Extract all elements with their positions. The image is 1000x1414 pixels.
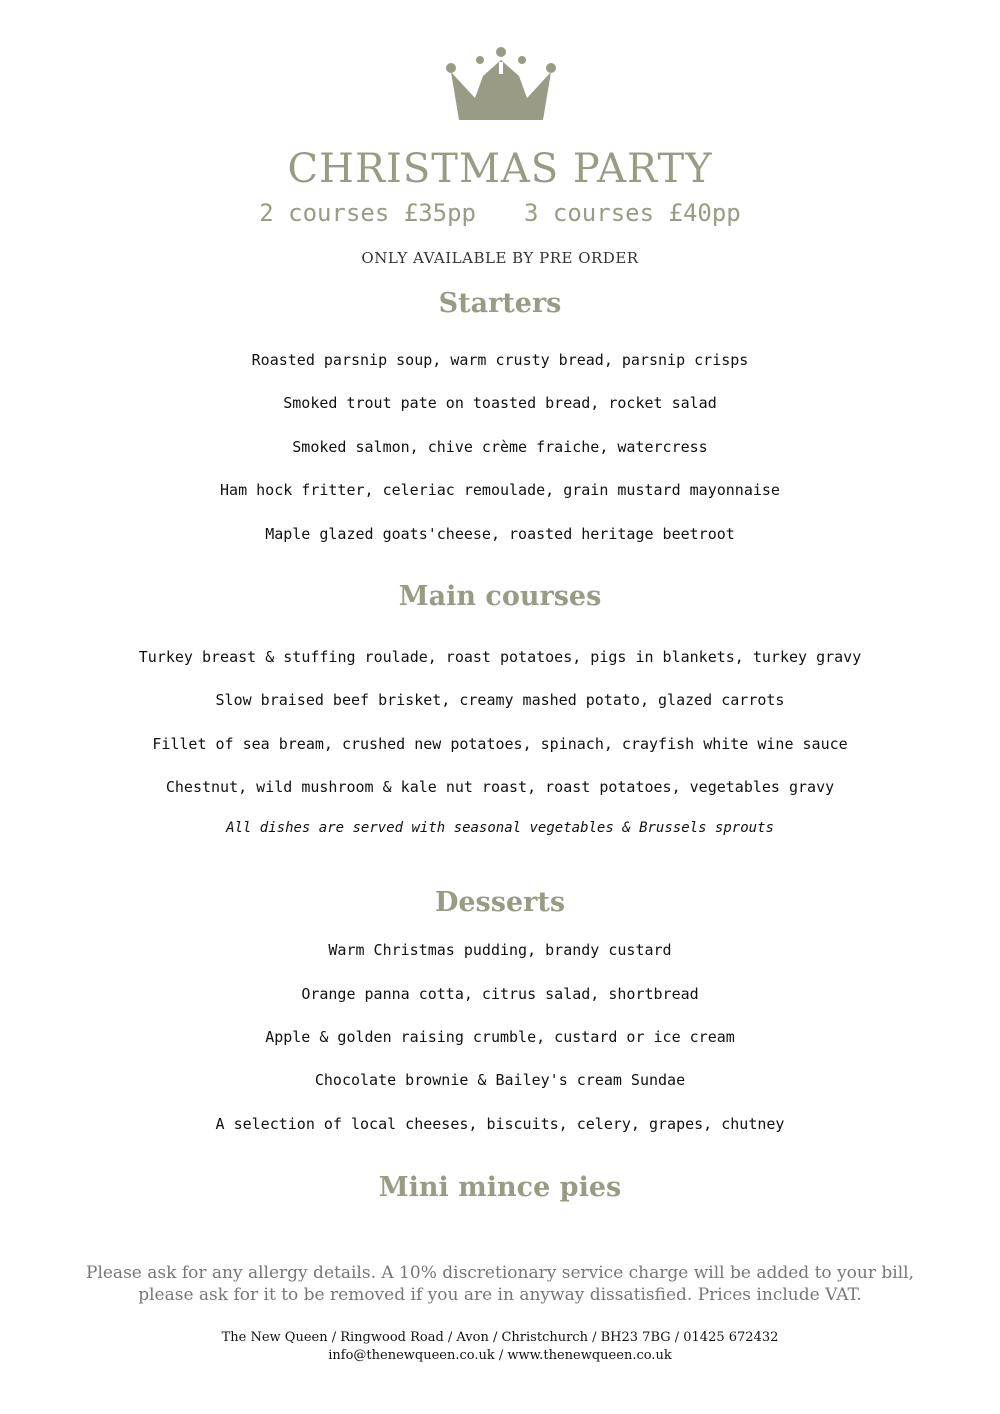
starter-item: Maple glazed goats'cheese, roasted heritage beetroot bbox=[265, 525, 735, 543]
allergy-notice-line-2: please ask for it to be removed if you are in anyway dissatisfied. Prices include VAT. bbox=[138, 1285, 862, 1305]
starter-item: Roasted parsnip soup, warm crusty bread, parsnip crisps bbox=[251, 351, 749, 369]
starter-item: Smoked trout pate on toasted bread, rocket salad bbox=[283, 394, 717, 412]
dessert-item: Apple & golden raising crumble, custard or ice cream bbox=[265, 1028, 735, 1046]
starter-item: Smoked salmon, chive crème fraiche, watercress bbox=[292, 438, 708, 456]
dessert-item: Orange panna cotta, citrus salad, shortbread bbox=[301, 985, 699, 1003]
main-item: Fillet of sea bream, crushed new potatoes, spinach, crayfish white wine sauce bbox=[152, 735, 848, 753]
dessert-item: Warm Christmas pudding, brandy custard bbox=[328, 941, 672, 959]
menu-title: CHRISTMAS PARTY bbox=[287, 146, 713, 192]
desserts-heading: Desserts bbox=[434, 887, 566, 918]
main-item: Turkey breast & stuffing roulade, roast potatoes, pigs in blankets, turkey gravy bbox=[138, 648, 862, 666]
starter-item: Ham hock fritter, celeriac remoulade, grain mustard mayonnaise bbox=[220, 481, 780, 499]
price-line bbox=[0, 199, 1000, 227]
main-item: Chestnut, wild mushroom & kale nut roast, roast potatoes, vegetables gravy bbox=[165, 778, 835, 796]
dessert-item: Chocolate brownie & Bailey's cream Sundae bbox=[314, 1071, 686, 1089]
dessert-item: A selection of local cheeses, biscuits, celery, grapes, chutney bbox=[215, 1115, 785, 1133]
mains-note: All dishes are served with seasonal vegetables & Brussels sprouts bbox=[226, 820, 774, 836]
availability-note: ONLY AVAILABLE BY PRE ORDER bbox=[361, 249, 639, 267]
address-line: The New Queen / Ringwood Road / Avon / Christchurch / BH23 7BG / 01425 672432 bbox=[221, 1330, 779, 1345]
mains-heading: Main courses bbox=[398, 581, 602, 612]
main-item: Slow braised beef brisket, creamy mashed potato, glazed carrots bbox=[215, 691, 785, 709]
price-two-courses: 2 courses £35pp bbox=[259, 199, 476, 227]
contact-line: info@thenewqueen.co.uk / www.thenewqueen.co.uk bbox=[328, 1348, 672, 1363]
mince-pies-heading: Mini mince pies bbox=[378, 1172, 622, 1203]
starters-heading: Starters bbox=[438, 288, 562, 319]
allergy-notice-line-1: Please ask for any allergy details. A 10% discretionary service charge will be added to your bill, bbox=[86, 1263, 914, 1283]
price-three-courses: 3 courses £40pp bbox=[524, 199, 741, 227]
crown-icon bbox=[445, 46, 557, 122]
